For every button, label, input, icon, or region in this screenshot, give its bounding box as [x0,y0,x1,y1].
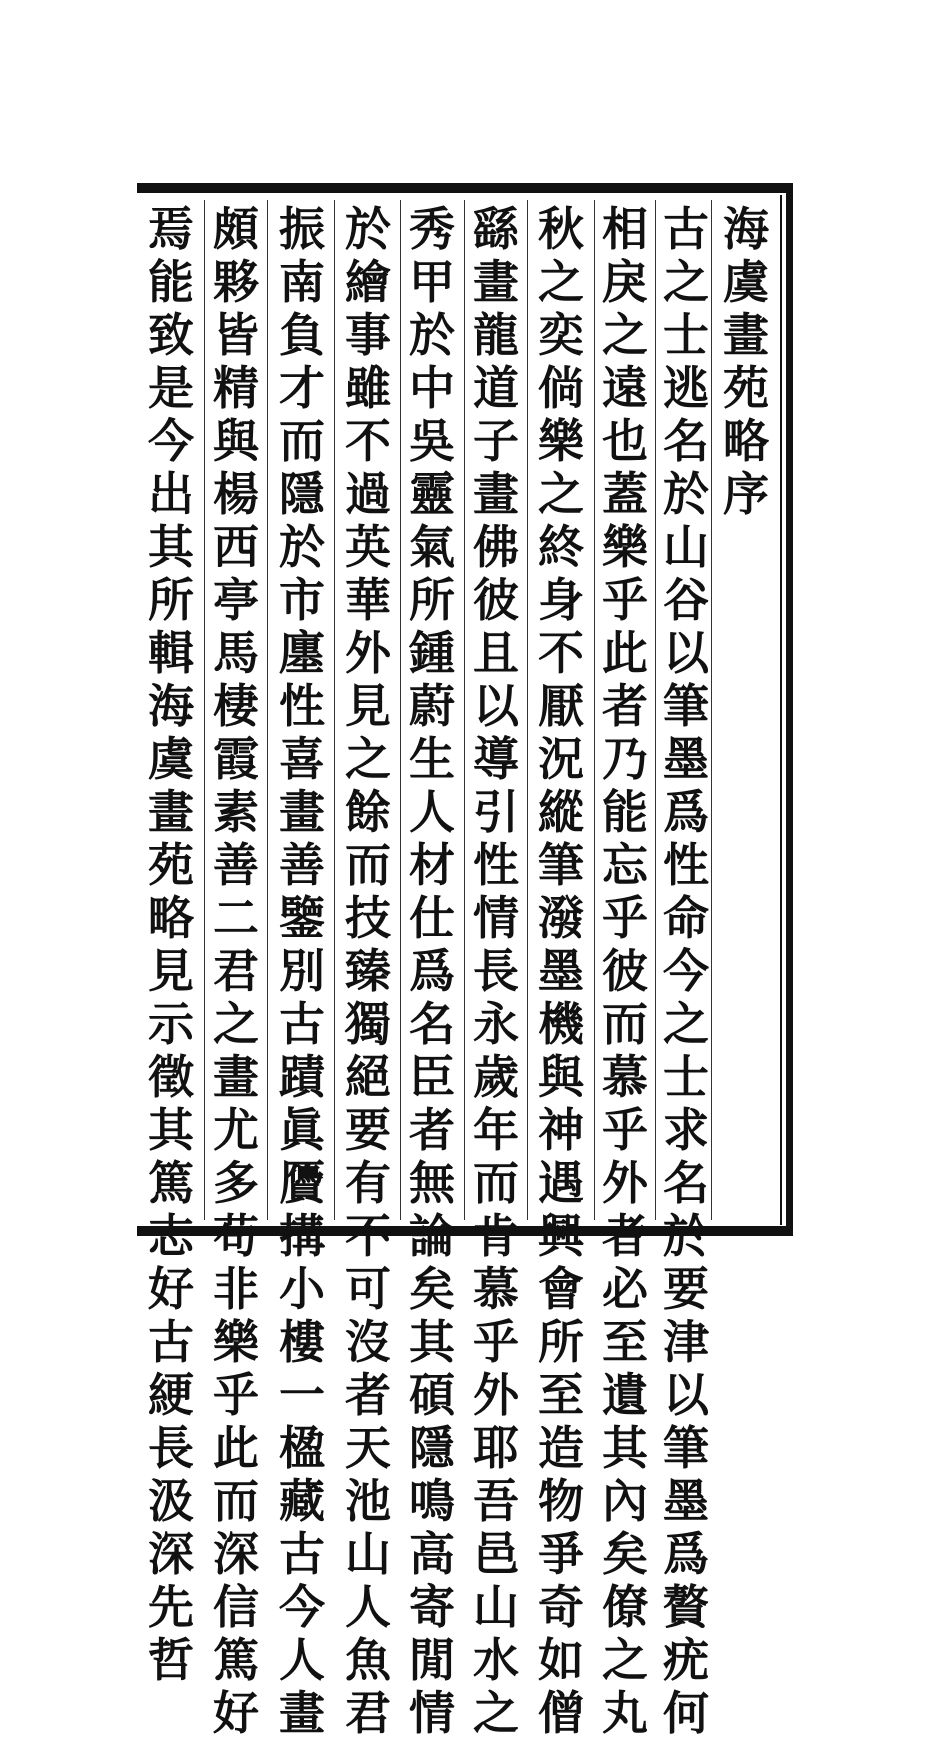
column-rule [527,200,528,1220]
glyph: 素 [213,785,259,839]
glyph: 古 [279,997,325,1051]
glyph: 會 [538,1262,584,1316]
glyph: 導 [473,732,519,786]
glyph: 隱 [409,1421,455,1475]
glyph: 名 [409,997,455,1051]
glyph: 臣 [409,1050,455,1104]
glyph: 高 [409,1527,455,1581]
glyph: 人 [409,785,455,839]
glyph: 情 [409,1686,455,1740]
glyph: 雖 [345,361,391,415]
column-rule [267,200,268,1220]
column-rule [334,200,335,1220]
text-column-8 [206,202,266,1740]
glyph: 天 [345,1421,391,1475]
glyph: 邑 [473,1527,519,1581]
glyph: 亭 [213,573,259,627]
glyph: 乎 [473,1315,519,1369]
glyph: 名 [663,414,709,468]
text-column-5 [402,202,462,1740]
glyph: 汲 [148,1474,194,1528]
glyph: 造 [538,1421,584,1475]
glyph: 所 [148,573,194,627]
glyph: 隱 [279,467,325,521]
glyph: 樂 [213,1315,259,1369]
glyph: 贅 [663,1580,709,1634]
glyph: 樂 [538,414,584,468]
glyph: 長 [473,944,519,998]
glyph: 相 [602,202,648,256]
glyph: 而 [473,1156,519,1210]
glyph: 其 [148,1103,194,1157]
glyph: 以 [663,626,709,680]
glyph: 畫 [279,1686,325,1740]
glyph: 命 [663,891,709,945]
glyph: 今 [279,1580,325,1634]
glyph: 頗 [213,202,259,256]
glyph: 士 [663,308,709,362]
glyph: 況 [538,732,584,786]
glyph: 遺 [602,1368,648,1422]
glyph: 乎 [213,1368,259,1422]
glyph: 機 [538,997,584,1051]
glyph: 之 [602,308,648,362]
glyph: 霞 [213,732,259,786]
glyph: 善 [213,838,259,892]
glyph: 之 [345,732,391,786]
glyph: 苟 [213,1209,259,1263]
glyph: 畫 [279,785,325,839]
glyph: 見 [345,679,391,733]
glyph: 神 [538,1103,584,1157]
glyph: 慕 [473,1262,519,1316]
glyph: 篤 [148,1156,194,1210]
glyph: 徵 [148,1050,194,1104]
column-rule [204,200,205,1220]
glyph: 要 [345,1103,391,1157]
glyph: 鑒 [279,891,325,945]
glyph: 振 [279,202,325,256]
glyph: 者 [409,1103,455,1157]
glyph: 喜 [279,732,325,786]
glyph: 可 [345,1262,391,1316]
glyph: 棲 [213,679,259,733]
glyph: 性 [663,838,709,892]
glyph: 好 [148,1262,194,1316]
glyph: 其 [409,1315,455,1369]
glyph: 求 [663,1103,709,1157]
glyph: 以 [473,679,519,733]
text-column-6 [338,202,398,1740]
glyph: 不 [345,414,391,468]
glyph: 畫 [473,255,519,309]
glyph: 綆 [148,1368,194,1422]
glyph: 興 [538,1209,584,1263]
glyph: 也 [602,414,648,468]
glyph: 山 [345,1527,391,1581]
glyph: 畫 [723,308,769,362]
glyph: 山 [663,520,709,574]
glyph: 小 [279,1262,325,1316]
glyph: 道 [473,361,519,415]
glyph: 餘 [345,785,391,839]
glyph: 彼 [602,944,648,998]
glyph: 忘 [602,838,648,892]
glyph: 以 [663,1368,709,1422]
glyph: 是 [148,361,194,415]
glyph: 至 [602,1315,648,1369]
glyph: 善 [279,838,325,892]
glyph: 才 [279,361,325,415]
glyph: 無 [409,1156,455,1210]
glyph: 之 [602,1633,648,1687]
column-rule [464,200,465,1220]
glyph: 苑 [148,838,194,892]
glyph: 外 [473,1368,519,1422]
glyph: 之 [473,1686,519,1740]
glyph: 慕 [602,1050,648,1104]
glyph: 不 [345,1209,391,1263]
glyph: 潑 [538,891,584,945]
glyph: 虞 [723,255,769,309]
glyph: 筆 [663,1421,709,1475]
glyph: 爲 [663,785,709,839]
glyph: 彼 [473,573,519,627]
glyph: 而 [279,414,325,468]
glyph: 皆 [213,308,259,362]
text-column-4 [466,202,526,1740]
glyph: 楊 [213,467,259,521]
glyph: 負 [279,308,325,362]
glyph: 逃 [663,361,709,415]
glyph: 贗 [279,1156,325,1210]
glyph: 遇 [538,1156,584,1210]
glyph: 而 [213,1474,259,1528]
glyph: 而 [345,838,391,892]
glyph: 者 [602,1209,648,1263]
glyph: 寄 [409,1580,455,1634]
glyph: 虞 [148,732,194,786]
glyph: 墨 [663,1474,709,1528]
glyph: 墨 [663,732,709,786]
glyph: 仕 [409,891,455,945]
glyph: 南 [279,255,325,309]
glyph: 谷 [663,573,709,627]
glyph: 示 [148,997,194,1051]
glyph: 英 [345,520,391,574]
glyph: 乎 [602,573,648,627]
glyph: 論 [409,1209,455,1263]
glyph: 二 [213,891,259,945]
glyph: 何 [663,1686,709,1740]
glyph: 戾 [602,255,648,309]
glyph: 畫 [148,785,194,839]
glyph: 能 [148,255,194,309]
glyph: 乎 [602,891,648,945]
glyph: 古 [663,202,709,256]
glyph: 見 [148,944,194,998]
glyph: 於 [409,308,455,362]
document-title [716,203,776,1213]
glyph: 所 [409,573,455,627]
glyph: 之 [538,467,584,521]
glyph: 與 [538,1050,584,1104]
glyph: 墨 [538,944,584,998]
glyph: 市 [279,573,325,627]
glyph: 馬 [213,626,259,680]
glyph: 樂 [602,520,648,574]
glyph: 厭 [538,679,584,733]
glyph: 士 [663,1050,709,1104]
glyph: 筆 [663,679,709,733]
glyph: 苑 [723,361,769,415]
glyph: 人 [279,1633,325,1687]
glyph: 爲 [409,944,455,998]
glyph: 鍾 [409,626,455,680]
glyph: 海 [148,679,194,733]
glyph: 水 [473,1633,519,1687]
glyph: 焉 [148,202,194,256]
glyph: 者 [602,679,648,733]
glyph: 閒 [409,1633,455,1687]
glyph: 信 [213,1580,259,1634]
glyph: 乎 [602,1103,648,1157]
glyph: 畫 [213,1050,259,1104]
glyph: 深 [213,1527,259,1581]
glyph: 性 [279,679,325,733]
glyph: 津 [663,1315,709,1369]
glyph: 致 [148,308,194,362]
glyph: 奇 [538,1580,584,1634]
glyph: 今 [148,414,194,468]
glyph: 爲 [663,1527,709,1581]
glyph: 乃 [602,732,648,786]
glyph: 龍 [473,308,519,362]
glyph: 僚 [602,1580,648,1634]
glyph: 筆 [538,838,584,892]
glyph: 樓 [279,1315,325,1369]
glyph: 名 [663,1156,709,1210]
glyph: 古 [148,1315,194,1369]
border-inner-line [780,195,782,1225]
glyph: 不 [538,626,584,680]
glyph: 歲 [473,1050,519,1104]
glyph: 篤 [213,1633,259,1687]
glyph: 而 [602,997,648,1051]
glyph: 中 [409,361,455,415]
glyph: 繇 [473,202,519,256]
glyph: 搆 [279,1209,325,1263]
glyph: 藏 [279,1474,325,1528]
glyph: 矣 [602,1527,648,1581]
glyph: 山 [473,1580,519,1634]
glyph: 華 [345,573,391,627]
glyph: 廛 [279,626,325,680]
glyph: 僧 [538,1686,584,1740]
glyph: 矣 [409,1262,455,1316]
glyph: 性 [473,838,519,892]
glyph: 非 [213,1262,259,1316]
glyph: 情 [473,891,519,945]
glyph: 深 [148,1527,194,1581]
glyph: 序 [723,467,769,521]
glyph: 精 [213,361,259,415]
glyph: 技 [345,891,391,945]
glyph: 君 [213,944,259,998]
glyph: 且 [473,626,519,680]
glyph: 池 [345,1474,391,1528]
glyph: 先 [148,1580,194,1634]
glyph: 之 [663,997,709,1051]
glyph: 之 [213,997,259,1051]
glyph: 西 [213,520,259,574]
glyph: 魚 [345,1633,391,1687]
glyph: 蔚 [409,679,455,733]
glyph: 如 [538,1633,584,1687]
glyph: 繪 [345,255,391,309]
glyph: 君 [345,1686,391,1740]
glyph: 志 [148,1209,194,1263]
glyph: 古 [279,1527,325,1581]
glyph: 眞 [279,1103,325,1157]
glyph: 物 [538,1474,584,1528]
glyph: 此 [213,1421,259,1475]
glyph: 疣 [663,1633,709,1687]
glyph: 別 [279,944,325,998]
glyph: 遠 [602,361,648,415]
glyph: 吾 [473,1474,519,1528]
column-rule [400,200,401,1220]
glyph: 海 [723,202,769,256]
glyph: 生 [409,732,455,786]
glyph: 沒 [345,1315,391,1369]
glyph: 秀 [409,202,455,256]
glyph: 絕 [345,1050,391,1104]
text-column-1 [656,202,716,1740]
glyph: 耶 [473,1421,519,1475]
glyph: 永 [473,997,519,1051]
glyph: 鳴 [409,1474,455,1528]
glyph: 年 [473,1103,519,1157]
text-column-3 [531,202,591,1740]
glyph: 子 [473,414,519,468]
glyph: 丸 [602,1686,648,1740]
glyph: 其 [602,1421,648,1475]
glyph: 甲 [409,255,455,309]
glyph: 多 [213,1156,259,1210]
glyph: 此 [602,626,648,680]
glyph: 出 [148,467,194,521]
glyph: 終 [538,520,584,574]
glyph: 於 [279,520,325,574]
glyph: 好 [213,1686,259,1740]
glyph: 過 [345,467,391,521]
glyph: 有 [345,1156,391,1210]
text-column-9 [141,202,201,1687]
glyph: 今 [663,944,709,998]
glyph: 內 [602,1474,648,1528]
glyph: 靈 [409,467,455,521]
glyph: 輯 [148,626,194,680]
glyph: 秋 [538,202,584,256]
glyph: 吳 [409,414,455,468]
glyph: 於 [663,467,709,521]
glyph: 獨 [345,997,391,1051]
glyph: 外 [345,626,391,680]
glyph: 所 [538,1315,584,1369]
glyph: 畫 [473,467,519,521]
glyph: 其 [148,520,194,574]
text-column-7 [272,202,332,1740]
glyph: 略 [148,891,194,945]
glyph: 至 [538,1368,584,1422]
glyph: 之 [538,255,584,309]
glyph: 要 [663,1262,709,1316]
glyph: 尤 [213,1103,259,1157]
glyph: 楹 [279,1421,325,1475]
glyph: 肯 [473,1209,519,1263]
glyph: 氣 [409,520,455,574]
glyph: 者 [345,1368,391,1422]
glyph: 引 [473,785,519,839]
glyph: 縱 [538,785,584,839]
glyph: 長 [148,1421,194,1475]
glyph: 奕 [538,308,584,362]
text-column-2 [595,202,655,1740]
glyph: 哲 [148,1633,194,1687]
glyph: 人 [345,1580,391,1634]
glyph: 與 [213,414,259,468]
glyph: 碩 [409,1368,455,1422]
glyph: 事 [345,308,391,362]
glyph: 略 [723,414,769,468]
glyph: 於 [345,202,391,256]
glyph: 爭 [538,1527,584,1581]
glyph: 蓋 [602,467,648,521]
glyph: 夥 [213,255,259,309]
glyph: 身 [538,573,584,627]
glyph: 蹟 [279,1050,325,1104]
glyph: 能 [602,785,648,839]
glyph: 必 [602,1262,648,1316]
glyph: 佛 [473,520,519,574]
glyph: 臻 [345,944,391,998]
glyph: 於 [663,1209,709,1263]
glyph: 之 [663,255,709,309]
glyph: 一 [279,1368,325,1422]
glyph: 外 [602,1156,648,1210]
glyph: 倘 [538,361,584,415]
glyph: 材 [409,838,455,892]
